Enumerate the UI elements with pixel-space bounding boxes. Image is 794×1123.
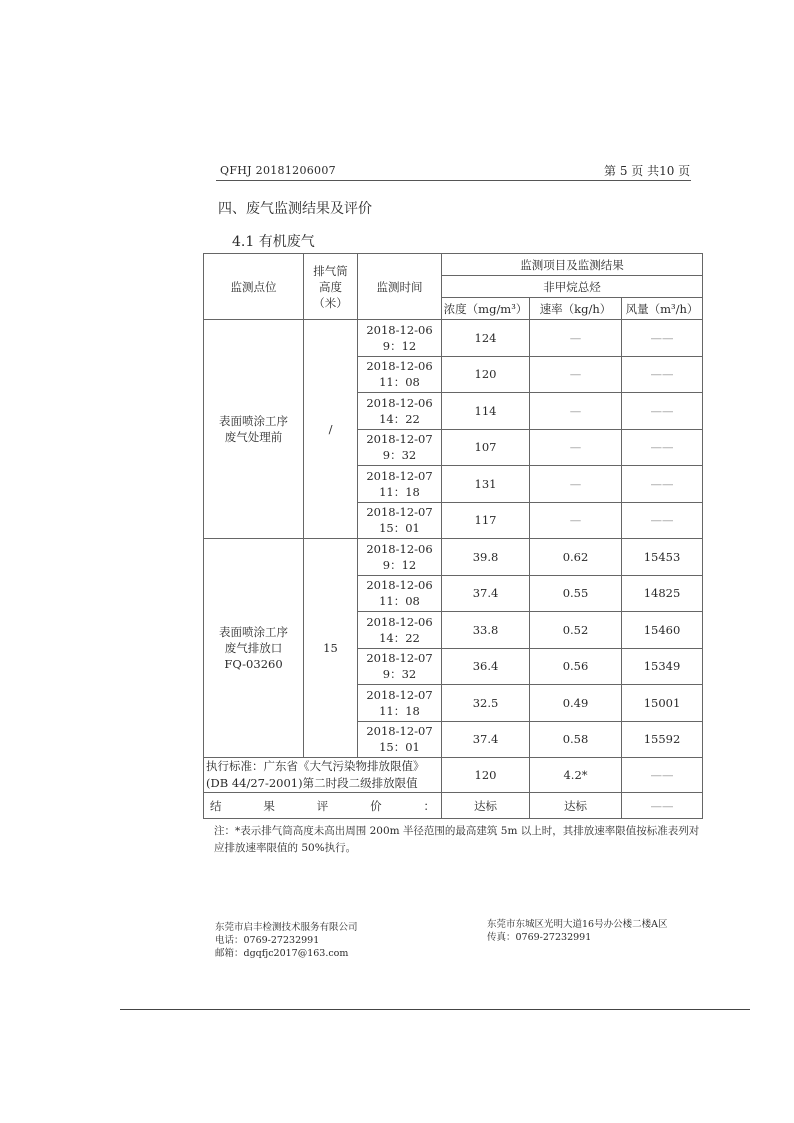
rate-cell: — <box>530 356 622 393</box>
flow-cell: —— <box>622 393 703 430</box>
flow-cell: —— <box>622 502 703 539</box>
evaluation-flow: —— <box>622 793 703 819</box>
date-text: 2018-12-07 <box>366 432 433 447</box>
evaluation-label-char: ： <box>423 798 435 813</box>
header-item: 非甲烷总烃 <box>442 276 703 298</box>
clock-text: 15：01 <box>379 740 420 755</box>
clock-text: 11：08 <box>379 594 420 609</box>
company-address: 东莞市东城区光明大道16号办公楼二楼A区 <box>487 919 668 930</box>
evaluation-label-char: 评 <box>316 798 329 813</box>
standard-concentration: 120 <box>442 758 530 793</box>
standard-flow: —— <box>622 758 703 793</box>
concentration-cell: 32.5 <box>442 685 530 722</box>
company-name: 东莞市启丰检测技术服务有限公司 <box>215 922 358 933</box>
clock-text: 14：22 <box>379 630 420 645</box>
header-site: 监测点位 <box>204 254 304 320</box>
date-text: 2018-12-06 <box>366 578 433 593</box>
rate-cell: 0.52 <box>530 612 622 649</box>
table-note: 注：*表示排气筒高度未高出周围 200m 半径范围的最高建筑 5m 以上时，其排放速率限值按标准表列对应排放速率限值的 50%执行。 <box>214 825 700 854</box>
concentration-cell: 120 <box>442 356 530 393</box>
bottom-divider <box>120 1009 750 1010</box>
evaluation-label-char: 果 <box>263 798 275 813</box>
time-cell <box>358 539 442 576</box>
clock-text: 14：22 <box>379 411 420 426</box>
height-cell: 15 <box>304 539 358 758</box>
flow-cell: —— <box>622 466 703 503</box>
clock-text: 11：18 <box>379 703 420 718</box>
concentration-cell: 37.4 <box>442 721 530 758</box>
table-body <box>204 320 703 758</box>
evaluation-label <box>204 793 442 819</box>
site-cell: 表面喷涂工序废气排放口FQ-03260 <box>204 539 304 758</box>
date-text: 2018-12-07 <box>366 724 433 739</box>
rate-cell: — <box>530 320 622 357</box>
concentration-cell: 107 <box>442 429 530 466</box>
flow-cell: —— <box>622 320 703 357</box>
time-cell <box>358 320 442 357</box>
site-cell: 表面喷涂工序废气处理前 <box>204 320 304 539</box>
concentration-cell: 37.4 <box>442 575 530 612</box>
time-cell <box>358 612 442 649</box>
company-email: 邮箱：dgqfjc2017@163.com <box>215 948 349 959</box>
footer-left <box>215 921 358 960</box>
standard-label: 执行标准：广东省《大气污染物排放限值》(DB 44/27-2001)第二时段二级排放限值 <box>204 758 442 793</box>
concentration-cell: 36.4 <box>442 648 530 685</box>
time-cell <box>358 648 442 685</box>
concentration-cell: 114 <box>442 393 530 430</box>
header-flow: 风量（m³/h） <box>622 298 703 320</box>
footer-right <box>487 918 667 944</box>
rate-cell: 0.58 <box>530 721 622 758</box>
time-cell <box>358 502 442 539</box>
monitoring-table <box>203 253 703 819</box>
clock-text: 11：18 <box>379 484 420 499</box>
header-time: 监测时间 <box>358 254 442 320</box>
time-cell <box>358 466 442 503</box>
clock-text: 15：01 <box>379 521 420 536</box>
height-cell: / <box>304 320 358 539</box>
time-cell <box>358 575 442 612</box>
time-cell <box>358 393 442 430</box>
rate-cell: — <box>530 466 622 503</box>
clock-text: 11：08 <box>379 375 420 390</box>
rate-cell: — <box>530 393 622 430</box>
clock-text: 9：12 <box>382 557 417 572</box>
flow-cell: 15460 <box>622 612 703 649</box>
concentration-cell: 33.8 <box>442 612 530 649</box>
date-text: 2018-12-06 <box>366 359 433 374</box>
flow-cell: —— <box>622 356 703 393</box>
date-text: 2018-12-06 <box>366 614 433 629</box>
time-cell <box>358 721 442 758</box>
flow-cell: 15453 <box>622 539 703 576</box>
concentration-cell: 117 <box>442 502 530 539</box>
evaluation-concentration: 达标 <box>442 793 530 819</box>
concentration-cell: 39.8 <box>442 539 530 576</box>
rate-cell: — <box>530 429 622 466</box>
flow-cell: —— <box>622 429 703 466</box>
header-divider <box>216 180 691 181</box>
company-fax: 传真：0769-27232991 <box>487 932 592 943</box>
section-title: 四、废气监测结果及评价 <box>218 201 372 217</box>
evaluation-label-char: 价 <box>370 798 382 813</box>
evaluation-rate: 达标 <box>530 793 622 819</box>
rate-cell: 0.62 <box>530 539 622 576</box>
evaluation-label-char: 结 <box>210 798 222 813</box>
table-row <box>204 320 703 357</box>
rate-cell: 0.55 <box>530 575 622 612</box>
time-cell <box>358 356 442 393</box>
time-cell <box>358 685 442 722</box>
rate-cell: — <box>530 502 622 539</box>
concentration-cell: 131 <box>442 466 530 503</box>
date-text: 2018-12-07 <box>366 468 433 483</box>
flow-cell: 14825 <box>622 575 703 612</box>
date-text: 2018-12-07 <box>366 687 433 702</box>
header-height: 排气筒高度（米） <box>304 254 358 320</box>
table-row <box>204 539 703 576</box>
flow-cell: 15001 <box>622 685 703 722</box>
rate-cell: 0.49 <box>530 685 622 722</box>
date-text: 2018-12-06 <box>366 322 433 337</box>
standard-rate: 4.2* <box>530 758 622 793</box>
date-text: 2018-12-06 <box>366 541 433 556</box>
company-phone: 电话：0769-27232991 <box>215 935 320 946</box>
header-rate: 速率（kg/h） <box>530 298 622 320</box>
clock-text: 9：12 <box>382 338 417 353</box>
flow-cell: 15592 <box>622 721 703 758</box>
header-concentration: 浓度（mg/m³） <box>442 298 530 320</box>
date-text: 2018-12-07 <box>366 505 433 520</box>
time-cell <box>358 429 442 466</box>
clock-text: 9：32 <box>382 667 417 682</box>
page-info: 第 5 页 共10 页 <box>604 164 691 178</box>
concentration-cell: 124 <box>442 320 530 357</box>
date-text: 2018-12-07 <box>366 651 433 666</box>
subsection-title: 4.1 有机废气 <box>232 234 315 250</box>
flow-cell: 15349 <box>622 648 703 685</box>
clock-text: 9：32 <box>382 448 417 463</box>
report-number: QFHJ 20181206007 <box>220 164 336 177</box>
rate-cell: 0.56 <box>530 648 622 685</box>
header-group: 监测项目及监测结果 <box>442 254 703 276</box>
date-text: 2018-12-06 <box>366 395 433 410</box>
